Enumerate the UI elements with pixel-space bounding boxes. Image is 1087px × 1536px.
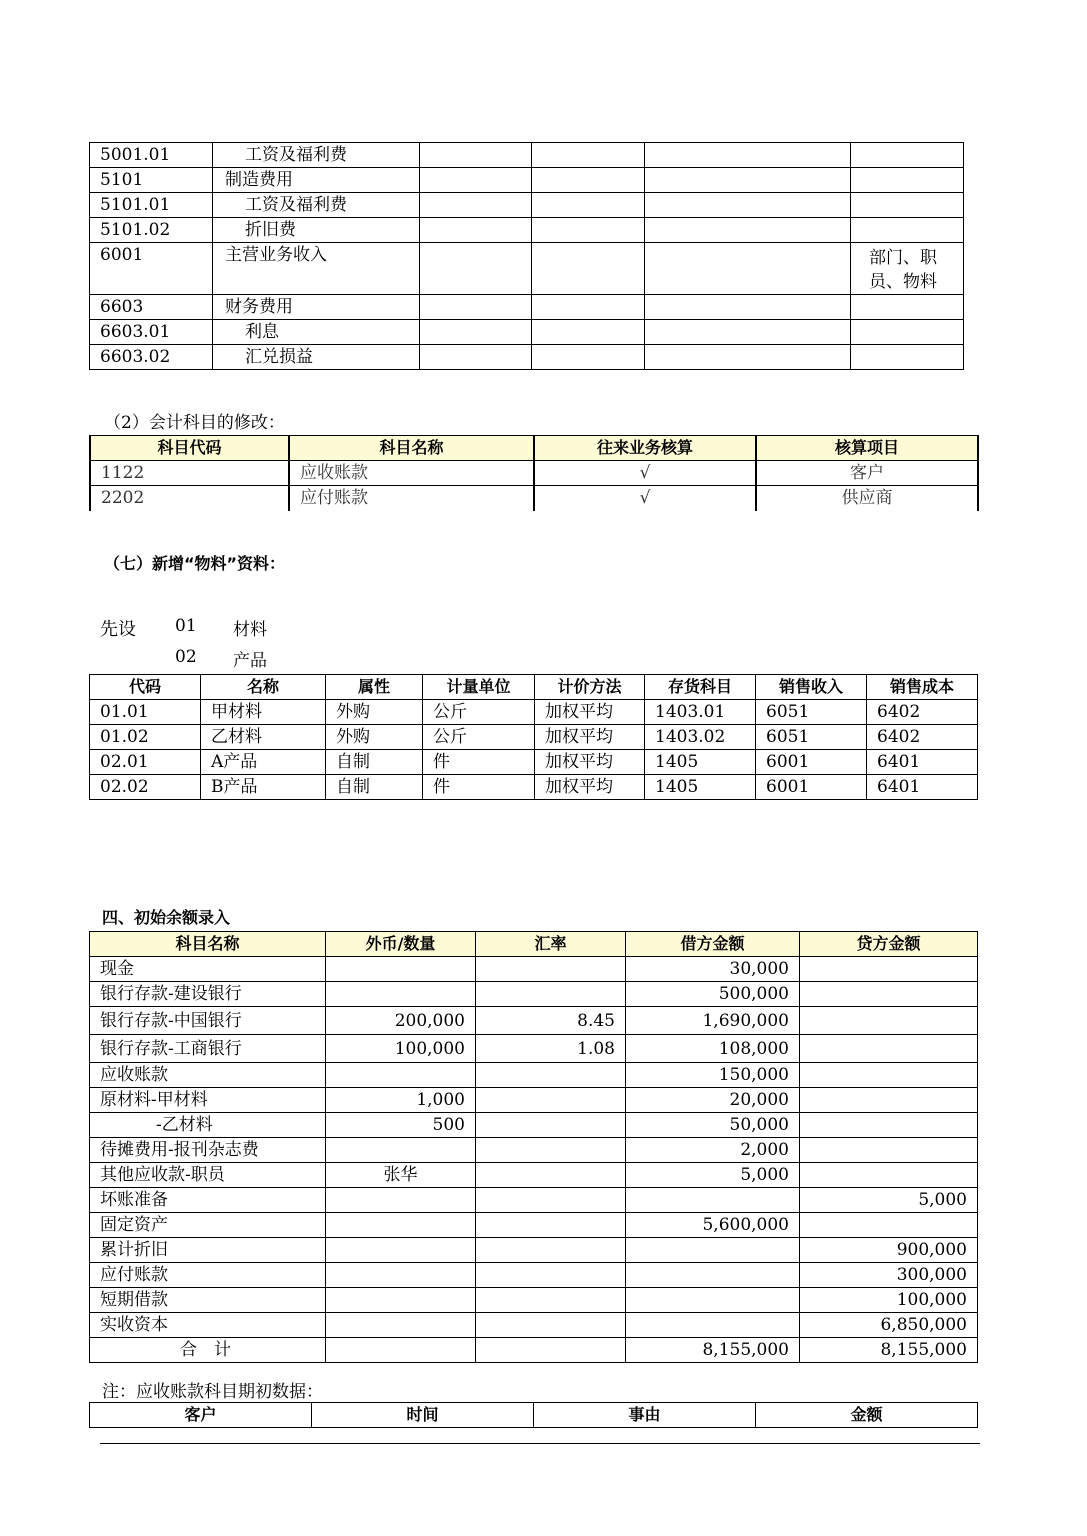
empty-cell [645,143,851,168]
balance-cell: 8,155,000 [800,1338,978,1363]
column-header: 时间 [312,1403,534,1428]
column-header: 汇率 [476,932,626,957]
material-row [90,775,978,800]
empty-cell [420,218,532,243]
table-cell: 客户 [756,461,978,486]
balance-row [90,1035,978,1063]
balance-cell: 900,000 [800,1238,978,1263]
balance-cell: 100,000 [326,1035,476,1063]
material-cell: 6402 [867,725,978,750]
balance-row [90,1288,978,1313]
balance-cell [326,1213,476,1238]
balance-cell [326,1313,476,1338]
column-header: 存货科目 [645,675,756,700]
empty-cell [420,295,532,320]
account-code: 6603 [90,295,213,320]
empty-cell [420,168,532,193]
balance-cell [626,1263,800,1288]
empty-cell [645,218,851,243]
balance-cell [800,957,978,982]
empty-cell [645,295,851,320]
account-code: 6001 [90,243,213,295]
material-row [90,700,978,725]
account-extra [851,243,964,295]
account-name: 工资及福利费 [213,143,420,168]
table-row [90,486,978,511]
balance-row [90,1007,978,1035]
material-cell: 乙材料 [201,725,326,750]
balance-cell [326,957,476,982]
account-name: 主营业务收入 [213,243,420,295]
preset-code-2: 02 [175,647,197,667]
receivable-note: 注：应收账款科目期初数据： [102,1382,323,1402]
empty-cell [532,168,645,193]
account-extra [851,295,964,320]
account-row [90,143,964,168]
balance-cell: 500,000 [626,982,800,1007]
material-row [90,750,978,775]
material-cell: 自制 [326,750,423,775]
empty-cell [532,320,645,345]
material-cell: 01.02 [90,725,201,750]
account-modify-table [89,435,979,511]
balance-cell: 8,155,000 [626,1338,800,1363]
account-row [90,295,964,320]
account-name: 折旧费 [213,218,420,243]
column-header: 客户 [90,1403,312,1428]
column-header: 金额 [756,1403,978,1428]
balance-cell: 实收资本 [90,1313,326,1338]
material-cell: 1405 [645,750,756,775]
material-cell: 自制 [326,775,423,800]
balance-section-title: 四、初始余额录入 [102,908,231,927]
balance-row [90,1113,978,1138]
material-cell: 1405 [645,775,756,800]
empty-cell [645,168,851,193]
empty-cell [532,143,645,168]
balance-cell [626,1238,800,1263]
table-row [90,461,978,486]
balance-cell: 6,850,000 [800,1313,978,1338]
balance-cell: 500 [326,1113,476,1138]
column-header: 销售成本 [867,675,978,700]
balance-cell: 20,000 [626,1088,800,1113]
empty-cell [532,345,645,370]
table-cell: √ [534,486,756,511]
table-cell: 应收账款 [289,461,534,486]
initial-balance-table [89,931,978,1363]
balance-cell: 5,600,000 [626,1213,800,1238]
empty-cell [532,243,645,295]
material-cell: 6401 [867,775,978,800]
balance-row [90,1163,978,1188]
balance-cell: 8.45 [476,1007,626,1035]
account-extra [851,345,964,370]
material-cell: 甲材料 [201,700,326,725]
balance-cell: 30,000 [626,957,800,982]
balance-cell: 银行存款-中国银行 [90,1007,326,1035]
empty-cell [420,193,532,218]
balance-cell [476,1163,626,1188]
empty-cell [420,243,532,295]
material-cell: 加权平均 [535,750,645,775]
balance-cell: 累计折旧 [90,1238,326,1263]
balance-row [90,1138,978,1163]
material-cell: 02.02 [90,775,201,800]
account-code: 6603.02 [90,345,213,370]
balance-row [90,1188,978,1213]
material-cell: 6401 [867,750,978,775]
balance-cell: 固定资产 [90,1213,326,1238]
balance-cell: 300,000 [800,1263,978,1288]
table-cell: 供应商 [756,486,978,511]
material-cell: 加权平均 [535,725,645,750]
balance-cell: 1,690,000 [626,1007,800,1035]
material-cell: 公斤 [423,700,535,725]
balance-cell [800,982,978,1007]
account-name: 利息 [213,320,420,345]
balance-cell [800,1163,978,1188]
material-cell: B产品 [201,775,326,800]
balance-row [90,982,978,1007]
balance-cell: 150,000 [626,1063,800,1088]
material-cell: 6402 [867,700,978,725]
material-cell: 6001 [756,750,867,775]
account-code: 5101.01 [90,193,213,218]
material-cell: 6051 [756,700,867,725]
empty-cell [420,143,532,168]
account-row [90,345,964,370]
balance-cell [326,1138,476,1163]
account-extra-line2: 员、物料 [869,272,937,292]
balance-cell [476,1313,626,1338]
balance-cell [476,1113,626,1138]
material-cell: 公斤 [423,725,535,750]
account-name: 制造费用 [213,168,420,193]
balance-cell: 合 计 [90,1338,326,1363]
balance-cell [476,1338,626,1363]
balance-cell [326,1263,476,1288]
balance-cell: 短期借款 [90,1288,326,1313]
balance-cell [626,1288,800,1313]
balance-cell [476,1263,626,1288]
material-cell: 01.01 [90,700,201,725]
balance-cell: 待摊费用-报刊杂志费 [90,1138,326,1163]
material-cell: 6001 [756,775,867,800]
balance-cell [476,1213,626,1238]
balance-cell [800,1138,978,1163]
balance-cell: -乙材料 [90,1113,326,1138]
balance-cell [800,1035,978,1063]
balance-cell: 坏账准备 [90,1188,326,1213]
account-row [90,168,964,193]
balance-cell: 张华 [326,1163,476,1188]
balance-row [90,1088,978,1113]
balance-row [90,1338,978,1363]
footer-rule [100,1443,980,1444]
balance-cell [326,1338,476,1363]
balance-cell [476,1238,626,1263]
balance-cell: 应付账款 [90,1263,326,1288]
balance-row [90,1238,978,1263]
balance-cell [800,1213,978,1238]
balance-cell: 1,000 [326,1088,476,1113]
account-extra [851,193,964,218]
balance-cell: 现金 [90,957,326,982]
account-row [90,193,964,218]
account-row [90,243,964,295]
empty-cell [420,345,532,370]
preset-name-2: 产品 [233,651,267,671]
column-header: 科目名称 [289,436,534,461]
column-header: 科目名称 [90,932,326,957]
column-header: 计价方法 [535,675,645,700]
balance-cell [800,1063,978,1088]
balance-row [90,957,978,982]
material-cell: 加权平均 [535,700,645,725]
balance-cell: 应收账款 [90,1063,326,1088]
balance-row [90,1313,978,1338]
account-code: 5101.02 [90,218,213,243]
table-cell: √ [534,461,756,486]
empty-cell [645,345,851,370]
account-extra [851,320,964,345]
balance-cell [476,1288,626,1313]
column-header: 贷方金额 [800,932,978,957]
column-header: 名称 [201,675,326,700]
balance-cell: 原材料-甲材料 [90,1088,326,1113]
column-header: 事由 [534,1403,756,1428]
preset-label: 先设 [100,619,136,640]
preset-code-1: 01 [175,616,197,636]
material-cell: 加权平均 [535,775,645,800]
balance-cell [476,1088,626,1113]
table-cell: 1122 [90,461,289,486]
preset-name-1: 材料 [233,620,267,640]
account-extra [851,218,964,243]
balance-cell [476,1188,626,1213]
material-row [90,725,978,750]
column-header: 科目代码 [90,436,289,461]
balance-cell [476,982,626,1007]
account-name: 工资及福利费 [213,193,420,218]
empty-cell [645,193,851,218]
balance-cell [326,1288,476,1313]
column-header: 销售收入 [756,675,867,700]
account-extra [851,168,964,193]
balance-row [90,1213,978,1238]
column-header: 核算项目 [756,436,978,461]
material-cell: 外购 [326,700,423,725]
column-header: 属性 [326,675,423,700]
balance-cell [800,1088,978,1113]
balance-cell [800,1007,978,1035]
empty-cell [532,218,645,243]
table-cell: 2202 [90,486,289,511]
empty-cell [645,243,851,295]
account-name: 汇兑损益 [213,345,420,370]
account-code: 5101 [90,168,213,193]
column-header: 借方金额 [626,932,800,957]
balance-cell [476,957,626,982]
balance-cell: 200,000 [326,1007,476,1035]
balance-cell: 100,000 [800,1288,978,1313]
empty-cell [532,295,645,320]
balance-cell [326,1188,476,1213]
balance-cell [326,1238,476,1263]
account-extra-line1: 部门、职 [869,248,937,268]
receivable-table [89,1402,978,1428]
table-cell: 应付账款 [289,486,534,511]
column-header: 代码 [90,675,201,700]
material-cell: 件 [423,750,535,775]
material-cell: 1403.01 [645,700,756,725]
material-cell: 02.01 [90,750,201,775]
account-name: 财务费用 [213,295,420,320]
balance-cell: 2,000 [626,1138,800,1163]
balance-cell [326,982,476,1007]
balance-cell: 其他应收款-职员 [90,1163,326,1188]
materials-table [89,674,978,800]
balance-cell [626,1313,800,1338]
column-header: 计量单位 [423,675,535,700]
account-code: 6603.01 [90,320,213,345]
material-cell: 6051 [756,725,867,750]
account-code: 5001.01 [90,143,213,168]
balance-row [90,1263,978,1288]
material-cell: 1403.02 [645,725,756,750]
balance-cell: 108,000 [626,1035,800,1063]
account-extra [851,143,964,168]
account-row [90,218,964,243]
balance-cell [800,1113,978,1138]
balance-cell: 5,000 [800,1188,978,1213]
balance-cell [326,1063,476,1088]
modify-section-title: （2）会计科目的修改： [104,413,285,433]
balance-cell: 银行存款-建设银行 [90,982,326,1007]
balance-cell [476,1063,626,1088]
balance-cell: 1.08 [476,1035,626,1063]
material-cell: 件 [423,775,535,800]
account-list-table [89,142,964,370]
material-cell: 外购 [326,725,423,750]
material-cell: A产品 [201,750,326,775]
balance-cell [476,1138,626,1163]
balance-cell: 银行存款-工商银行 [90,1035,326,1063]
column-header: 外币/数量 [326,932,476,957]
balance-cell [626,1188,800,1213]
balance-cell: 50,000 [626,1113,800,1138]
column-header: 往来业务核算 [534,436,756,461]
balance-row [90,1063,978,1088]
balance-cell: 5,000 [626,1163,800,1188]
account-row [90,320,964,345]
empty-cell [645,320,851,345]
empty-cell [532,193,645,218]
materials-section-title: （七）新增“物料”资料： [104,554,286,573]
empty-cell [420,320,532,345]
